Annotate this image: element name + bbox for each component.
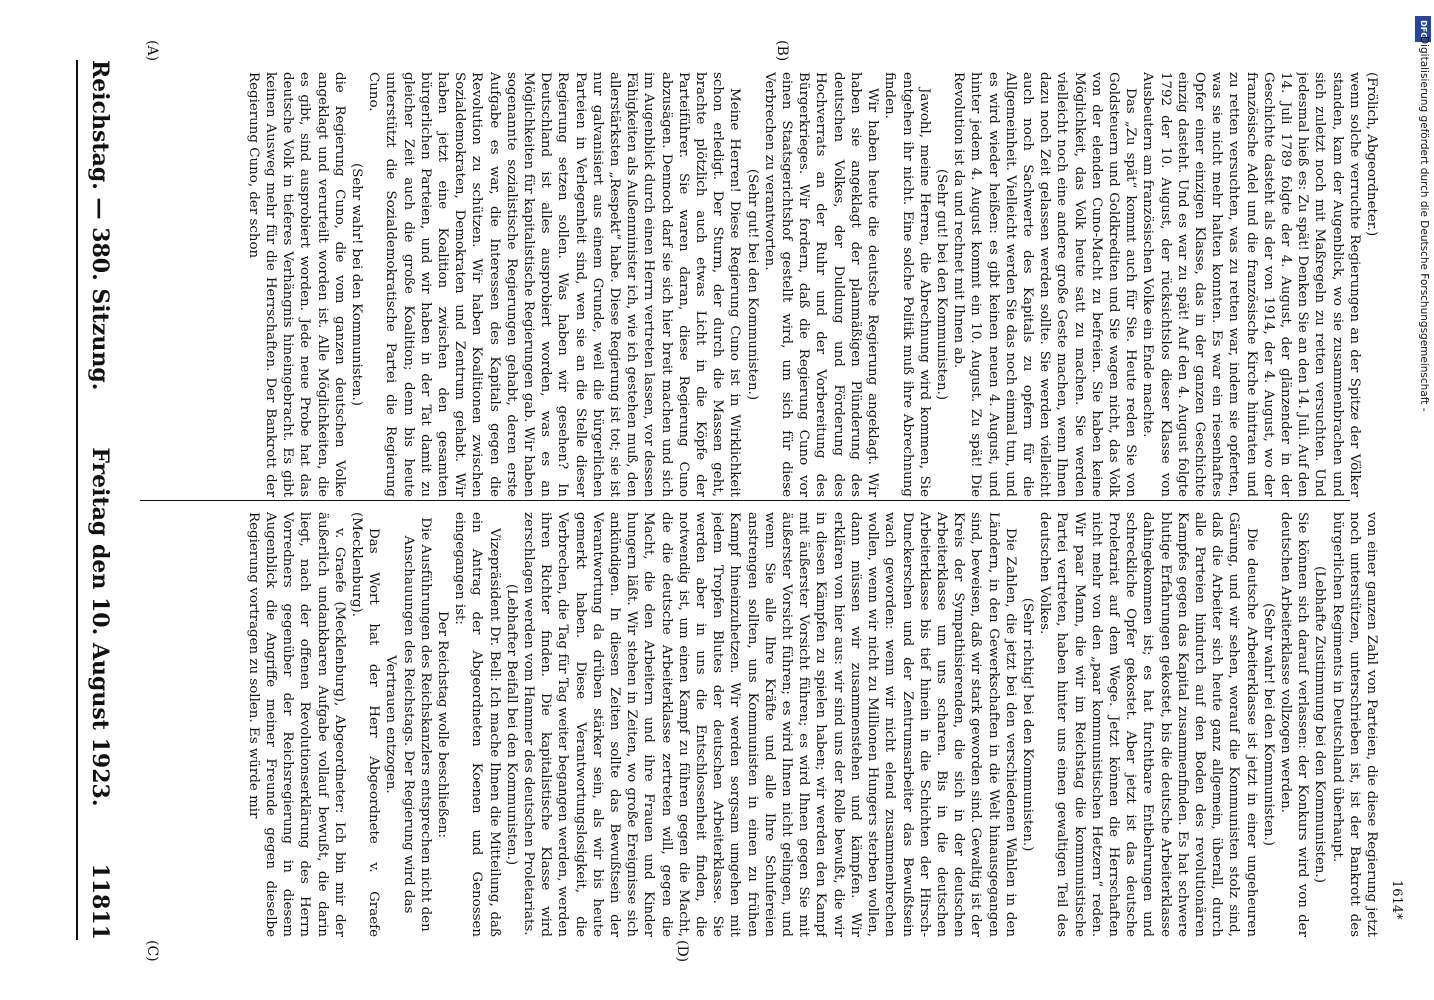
paragraph: Das Wort hat der Herr Abgeordnete v. Graefe (Mecklenburg). xyxy=(349,512,382,937)
paragraph: Wir haben heute die deutsche Regierung angeklagt. Wir haben sie angeklagt der planmäßigen Plünderung des deutschen Volkes, der Duldung und Förderung des Hochverrats an der Ruhr und der Vorbereitung des Bürgerkrieges. Wir fordern, daß die Regierung Cuno vor einen Staatsgerichtshof gestellt wird, um sich für diese Verbrechen zu verantworten. xyxy=(761,72,881,497)
paragraph: von einer ganzen Zahl von Parteien, die diese Regierung jetzt noch unterstützen, unterschrieben ist, ist der Bankrott des bürgerlichen Regiments in Deutschland überhaupt. xyxy=(1329,512,1379,937)
margin-marker-b: (B) xyxy=(774,40,790,62)
signature-mark: 1614* xyxy=(1389,880,1404,920)
digitization-credit xyxy=(1412,10,1434,990)
paragraph: Die deutsche Arbeiterklasse ist jetzt in einer ungeheuren Gärung, und wir sehen, worauf die Kommunisten stolz sind, daß die Arbeiter sich heute ganz allgemein, überall, durch alle Parteien hindurch auf den Boden des revolutionären Kampfes gegen das Kapital zusammenfinden. Es hat schwere blutige Erfahrungen gekostet, bis die deutsche Arbeiterklasse dahingekommen ist; es hat furchtbare Entbehrungen und schreckliche Opfer gekostet. Aber jetzt ist das deutsche Proletariat auf dem Wege. Jetzt können die Herrschaften nicht mehr von den „paar kommunistischen Hetzern“ reden. Wir paar Mann, die wir im Reichstag die kommunistische Partei vertreten, haben hinter uns einen gewaltigen Teil des deutschen Volkes. xyxy=(1037,512,1259,937)
dfg-logo: DFG xyxy=(1415,16,1431,42)
paragraph: Sie können sich darauf verlassen: der Konkurs wird von der deutschen Arbeiterklasse vollzogen werden. xyxy=(1277,512,1311,937)
paragraph: (Sehr gut! bei den Kommunisten.) xyxy=(744,168,760,401)
paragraph: (Sehr gut! bei den Kommunisten.) xyxy=(933,168,949,401)
paragraph: Jawohl, meine Herren, die Abrechnung wird kommen, Sie entgehen ihr nicht. Eine solche Politik muß ihre Abrechnung finden. xyxy=(882,72,932,497)
paragraph: Vizepräsident Dr. Bell: Ich mache Ihnen die Mitteilung, daß ein Antrag der Abgeordneten Koenen und Genossen eingegangen ist: xyxy=(452,512,502,937)
header-page-number: 11811 xyxy=(87,863,113,940)
margin-marker-c: (C) xyxy=(144,940,160,962)
paragraph: Die Ausführungen des Reichskanzlers entsprechen nicht den Anschauungen des Reichstags. Der Regierung wird das Vertrauen entzogen. xyxy=(383,517,433,932)
text-column-right xyxy=(130,512,1380,937)
paragraph: Der Reichstag wolle beschließen: xyxy=(435,610,451,839)
paragraph: (Frölich, Abgeordneter.) xyxy=(1364,72,1379,237)
page-header xyxy=(80,60,120,940)
paragraph: (Lebhafte Zustimmung bei den Kommunisten.) xyxy=(1312,565,1328,883)
paragraph: Meine Herren! Diese Regierung Cuno ist in Wirklichkeit schon erledigt. Der Sturm, der durch die Massen geht, brachte plötzlich auch etwas Licht in die Köpfe der Parteiführer. Sie waren daran, diese Regierung Cuno abzusägen. Dennoch darf sie sich hier breit machen und sich im Augenblick durch einen Herrn vertreten lassen, vor dessen Fähigkeiten als Außenminister ich, wie ich gestehen muß, den allerstärksten „Respekt“ habe. Diese Regierung ist tot; sie ist nur galvanisiert aus einem Grunde, weil die bürgerlichen Parteien in Verlegenheit sind, wen sie an die Stelle dieser Regierung setzen sollen. Was haben wir gesehen? In Deutschland ist alles ausprobiert worden, was es an Möglichkeiten für kapitalistische Regierungen gab. Wir haben sogenannte sozialistische Regierungen gehabt, deren erste Aufgabe es war, die Interessen des Kapitals gegen die Revolution zu schützen. Wir haben Koalitionen zwischen Sozialdemokraten, Demokraten und Zentrum gehabt. Wir haben jetzt eine Koalition zwischen den gesamten bürgerlichen Parteien, und wir haben in der Tat damit zu gleicher Zeit auch die große Koalition; denn bis heute unterstützt die Sozialdemokratische Partei die Regierung Cuno. xyxy=(366,72,743,497)
paragraph: (Sehr wahr! bei den Kommunisten.) xyxy=(1260,602,1276,847)
header-center: Freitag den 10. August 1923. xyxy=(87,447,113,807)
digitization-note: Digitalisierung gefördert durch die Deutsche Forschungsgemeinschaft - xyxy=(1418,36,1430,412)
paragraph: v. Graefe (Mecklenburg), Abgeordneter: Ich bin mir der äußerlich undankbaren Aufgabe vollauf bewußt, die darin liegt, nach der offenen Revolutionserklärung des Herrn Vorredners gegenüber der Reichsregierung in diesem Augenblick die Angriffe meiner Freunde gegen dieselbe Regierung vortragen zu sollen. Es würde mir xyxy=(245,512,347,937)
paragraph: (Sehr wahr! bei den Kommunisten.) xyxy=(349,162,365,407)
margin-marker-a: (A) xyxy=(144,40,160,62)
margin-marker-d: (D) xyxy=(674,940,690,963)
column-divider xyxy=(140,500,1350,501)
text-column-left xyxy=(130,72,1380,497)
header-rule xyxy=(76,60,78,940)
header-left: Reichstag. — 380. Sitzung. xyxy=(87,60,113,391)
paragraph: wenn solche verruchte Regierungen an der Spitze der Völker standen, kam der Augenblick, wo sie zusammenbrachen und sich zuletzt noch mit Maßregeln zu retten versuchten. Und jedesmal hieß es: Zu spät! Denken Sie an den 14. Juli. Auf den 14. Juli 1789 folgte der 4. August, der glänzender in der Geschichte dasteht als der von 1914, der 4. August, wo der französische Adel und die französische Kirche hintraten und zu retten versuchten, was zu retten war, indem sie opferten, was sie nicht mehr halten konnten. Es war ein riesenhaftes Opfer einer einzigen Klasse, das in der ganzen Geschichte einzig dasteht. Und es war zu spät! Auf den 4. August folgte 1792 der 10. August, der rücksichtslos dieser Klasse von Ausbeutern am französischen Volke ein Ende machte. xyxy=(1140,72,1362,497)
paragraph: (Sehr richtig! bei den Kommunisten.) xyxy=(1019,597,1035,852)
paragraph: Die Zahlen, die jetzt bei den verschiedenen Wahlen in den Ländern, in den Gewerkschaften in die Welt hinausgegangen sind, beweisen, daß wir stark geworden sind. Gewaltig ist der Kreis der Sympathisierenden, die sich in der deutschen Arbeiterklasse um uns scharen. Bis in die deutschen Arbeiterklasse bis tief hinein in die Schichten der Hirsch-Dunckerschen und der Zentrumsarbeiter das Bewußtsein wach geworden: wenn wir nicht elend zusammenbrechen wollen, wenn wir nicht zu Millionen Hungers sterben wollen, dann müssen wir zusammenstehen und kämpfen. Wir erklären von hier aus: wir sind uns der Rolle bewußt, die wir in diesen Kämpfen zu spielen haben; wir werden den Kampf mit äußerster Vorsicht führen; es wird Ihnen gegen Sie mit äußerster Vorsicht führen; es wird Ihnen nicht gelingen, und wenn Sie alle Ihre Kräfte und alle Ihre Schufereien anstrengen sollten, uns Kommunisten in einen zu frühen Kampf hineinzuhetzen. Wir werden sorgsam umgehen mit jedem Tropfen Blutes der deutschen Arbeiterklasse. Sie werden aber in uns die Entschlossenheit finden, die notwendig ist, um einen Kampf zu führen gegen die Macht, die die deutsche Arbeiterklasse zertreten will, gegen die Macht, die den Arbeitern und ihre Frauen und Kinder hungern läßt. Wir stehen in Zeiten, wo große Ereignisse sich ankündigen. In diesen Zeiten sollte das Bewußtsein der Verantwortung da drüben stärker sein, als wir bis heute gemerkt haben. Diese Verantwortungslosigkeit, die Verbrechen, die Tag für Tag weiter begangen werden, werden ihren Richter finden. Die kapitalistische Klasse wird zerschlagen werden vom Hammer des deutschen Proletariats. xyxy=(521,512,1018,937)
paragraph: (Lebhafter Beifall bei den Kommunisten.) xyxy=(503,583,519,866)
scanned-page xyxy=(10,0,1410,1000)
paragraph: die Regierung Cuno, die vom ganzen deutschen Volke angeklagt und verurteilt worden ist. Alle Möglichkeiten, die es gibt, sind ausprobiert worden. Jede neue Probe hat das deutsche Volk in tieferes Verhängnis hineingebracht. Es gibt keinen Ausweg mehr für die Herrschaften. Der Bankrott der Regierung Cuno, der schon xyxy=(245,72,347,497)
paragraph: Das „Zu spät“ kommt auch für Sie. Heute reden Sie von Goldsteuern und Goldkrediten und Sie wagen nicht, das Volk von der elenden Cuno-Macht zu befreien. Sie haben keine Möglichkeit, das Volk heute satt zu machen. Sie werden vielleicht noch eine andere große Geste machen, wenn Ihnen dazu noch Zeit gelassen werden sollte. Sie werden vielleicht auch noch Sachwerte des Kapitals zu opfern für die Allgemeinheit. Vielleicht werden Sie das noch einmal tun, und es wird wieder heißen: es gibt keinen neuen 4. August, und hinter jedem 4. August kommt ein 10. August. Zu spät! Die Revolution ist da und rechnet mit Ihnen ab. xyxy=(951,72,1139,497)
